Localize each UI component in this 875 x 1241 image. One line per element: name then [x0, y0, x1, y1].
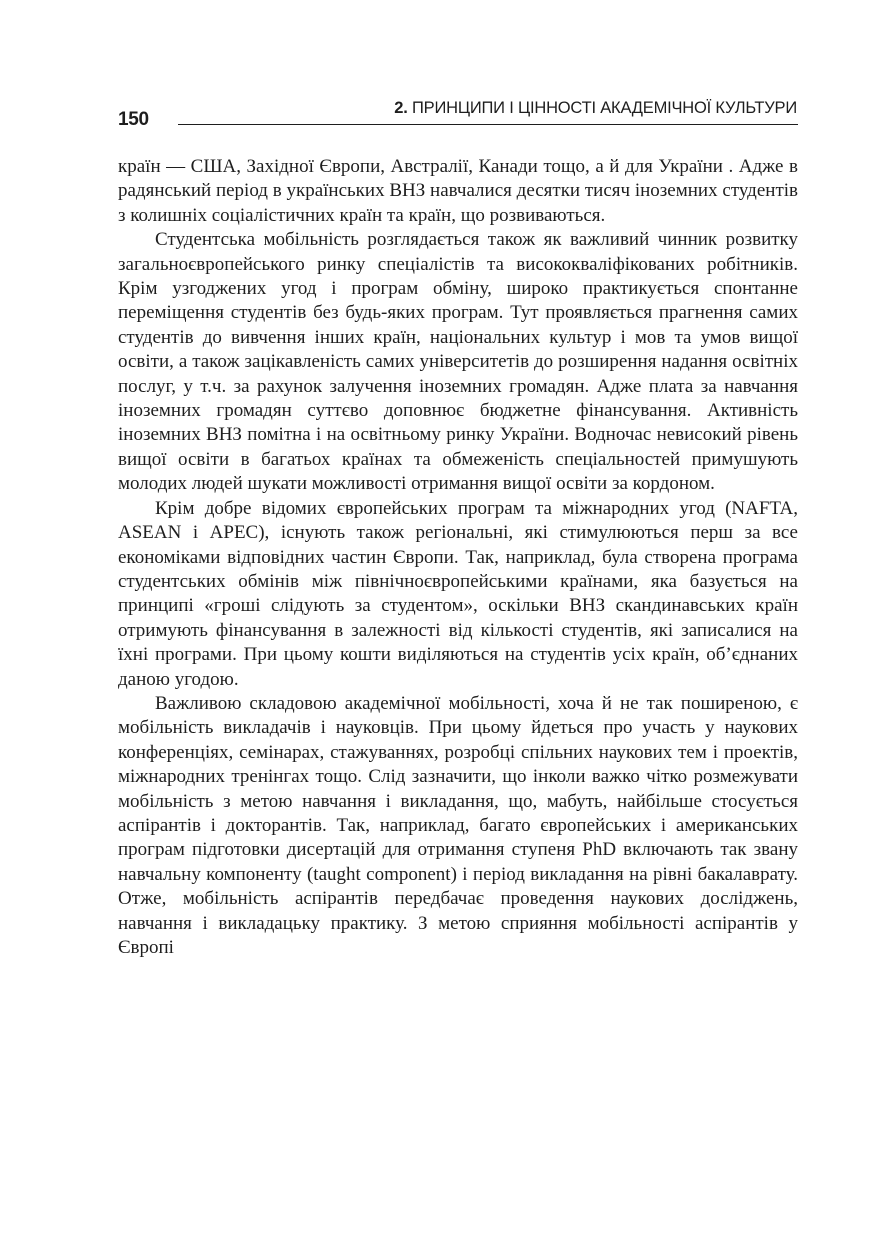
- paragraph: Важливою складовою академічної мобільності, хоча й не так поширеною, є мобільність викладачів і науковців. При цьому йдеться про участь у наукових конференціях, семінарах, стажуваннях, розробці спільних наукових тем і проектів, міжнародних тренінгах тощо. Слід зазначити, що інколи важко чітко розмежувати мобільність з метою навчання і викладання, що, мабуть, найбільше стосується аспірантів і докторантів. Так, наприклад, багато європейських і американських програм підготовки дисертацій для отримання ступеня PhD включають так звану навчальну компоненту (taught component) і період викладання на рівні бакалаврату. Отже, мобільність аспірантів передбачає проведення наукових досліджень, навчання і викладацьку практику. З метою сприяння мобільності аспірантів у Європі: [118, 692, 798, 958]
- chapter-number: 2.: [394, 99, 408, 117]
- running-header: [394, 98, 797, 118]
- paragraph-continuation: країн — США, Західної Європи, Австралії, Канади тощо, а й для України . Адже в радянський період в українських ВНЗ навчалися десятки тисяч іноземних студентів з колишніх соціалістичних країн та країн, що розвиваються.: [118, 156, 798, 226]
- paragraph: Студентська мобільність розглядається також як важливий чинник розвитку загальноєвропейського ринку спеціалістів та висококваліфікованих робітників. Крім узгоджених угод і програм обміну, широко практикується спонтанне переміщення студентів без будь-яких програм. Тут проявляється прагнення самих студентів до вивчення інших країн, національних культур і мов та умов вищої освіти, а також зацікавленість самих університетів до розширення надання освітніх послуг, у т.ч. за рахунок залучення іноземних громадян. Адже плата за навчання іноземних громадян суттєво доповнює бюджетне фінансування. Активність іноземних ВНЗ помітна і на освітньому ринку України. Водночас невисокий рівень вищої освіти в багатьох країнах та обмеженість спеціальностей примушують молодих людей шукати можливості отримання вищої освіти за кордоном.: [118, 229, 798, 495]
- chapter-title: ПРИНЦИПИ І ЦІННОСТІ АКАДЕМІЧНОЇ КУЛЬТУРИ: [411, 99, 797, 117]
- page-number: 150: [118, 109, 149, 130]
- paragraph: Крім добре відомих європейських програм та міжнародних угод (NAFTA, ASEAN і APEC), існують також регіональні, які стимулюються перш за все економіками відповідних частин Європи. Так, наприклад, була створена програма студентських обмінів між північноєвропейськими країнами, яка базується на принципі «гроші слідують за студентом», оскільки ВНЗ скандинавських країн отримують фінансування в залежності від кількості студентів, які записалися на їхні програми. При цьому кошти виділяються на студентів усіх країн, об’єднаних даною угодою.: [118, 497, 798, 690]
- header-rule: [178, 124, 798, 125]
- body-text: [118, 155, 798, 960]
